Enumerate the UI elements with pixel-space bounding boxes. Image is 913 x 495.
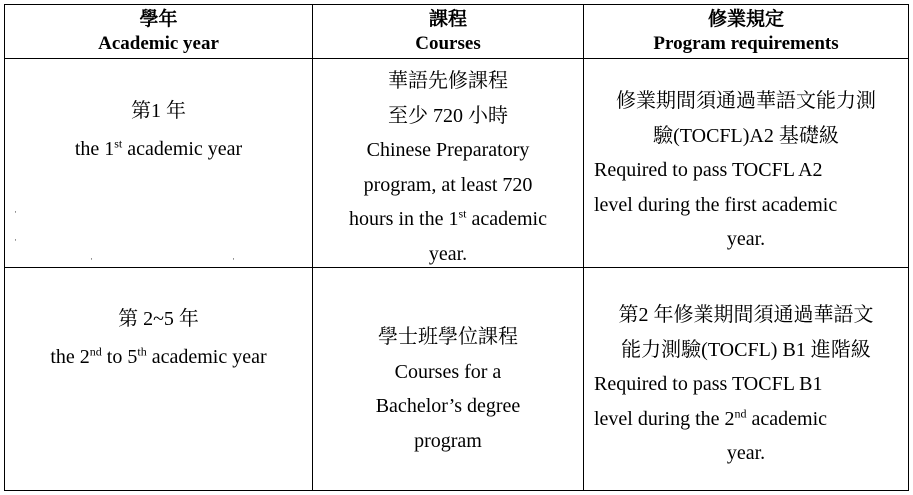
row1-year-en-text2: academic year [122, 138, 243, 160]
row2-year-zh: 第 2~5 年 [118, 308, 199, 330]
row2-course-en-3: program [414, 429, 482, 452]
row2-req-en-2-text: level during the 2 [594, 407, 735, 430]
row1-course-zh-1: 華語先修課程 [388, 70, 508, 92]
table-border-right [908, 4, 909, 491]
row1-course-cell [313, 64, 583, 271]
row1-req-en-1: Required to pass TOCFL A2 [594, 159, 823, 181]
row1-course-zh-2: 至少 720 小時 [388, 104, 508, 127]
row2-course-en-2: Bachelor’s degree [375, 395, 521, 417]
row1-year-en-sup: st [114, 136, 123, 151]
row1-course-en-3 [313, 202, 583, 237]
row2-req-en-2-text2: academic [746, 407, 828, 430]
row2-req-zh-2: 能力測驗(TOCFL) B1 進階級 [621, 338, 871, 361]
row2-year-en [5, 338, 312, 376]
row1-year-cell [5, 92, 312, 168]
row2-req-cell [584, 298, 908, 471]
row2-req-en-2 [584, 402, 908, 437]
header-divider [4, 58, 909, 59]
scan-artifact-mark: · [14, 235, 17, 245]
header-courses-en: Courses [415, 33, 481, 54]
row2-year-en-text2: to 5 [101, 346, 138, 368]
table-border-left [4, 4, 5, 491]
header-year-zh: 學年 [139, 9, 178, 30]
row1-course-en-3-text2: academic [466, 208, 547, 230]
row1-year-en [5, 130, 312, 168]
row2-req-zh-1: 第2 年修業期間須通過華語文 [618, 304, 874, 326]
row1-req-cell [584, 84, 908, 257]
row2-req-en-3: year. [726, 442, 766, 464]
table-border-top [4, 4, 909, 5]
row2-year-en-sup2: th [137, 344, 147, 359]
row1-course-en-3-sup: st [458, 206, 467, 221]
row1-req-en-3: year. [726, 228, 766, 250]
row2-req-en-1: Required to pass TOCFL B1 [594, 373, 823, 395]
row2-year-en-sup1: nd [89, 344, 102, 359]
row1-course-en-2: program, at least 720 [363, 173, 533, 196]
row2-year-en-text1: the 2 [50, 346, 90, 368]
scan-artifact-mark: · [14, 207, 17, 217]
header-year-en: Academic year [98, 33, 219, 54]
row1-year-en-text: the 1 [74, 138, 115, 160]
row1-course-en-3-text: hours in the 1 [349, 208, 459, 230]
row1-course-en-1: Chinese Preparatory [366, 139, 530, 161]
row2-req-en-2-sup: nd [734, 405, 747, 420]
header-courses-zh: 課程 [428, 9, 467, 30]
row1-req-zh-2: 驗(TOCFL)A2 基礎級 [653, 124, 839, 147]
header-req-en: Program requirements [653, 33, 839, 54]
header-req-zh: 修業規定 [707, 9, 784, 30]
table-border-bottom [4, 490, 909, 491]
row2-year-en-text3: academic year [146, 346, 267, 368]
row1-req-zh-1: 修業期間須通過華語文能力測 [616, 90, 876, 112]
header-academic-year [5, 8, 312, 56]
row1-req-en-2: level during the first academic [594, 193, 838, 216]
scan-artifact-mark: · [232, 254, 235, 264]
row2-year-cell [5, 300, 312, 376]
row2-course-cell [313, 320, 583, 458]
row2-course-zh: 學士班學位課程 [378, 326, 518, 348]
scan-artifact-mark: · [90, 254, 93, 264]
row1-course-en-4: year. [428, 242, 468, 265]
header-requirements [584, 8, 908, 56]
row2-course-en-1: Courses for a [394, 360, 502, 383]
header-courses [313, 8, 583, 56]
row1-year-zh: 第1 年 [131, 100, 186, 122]
